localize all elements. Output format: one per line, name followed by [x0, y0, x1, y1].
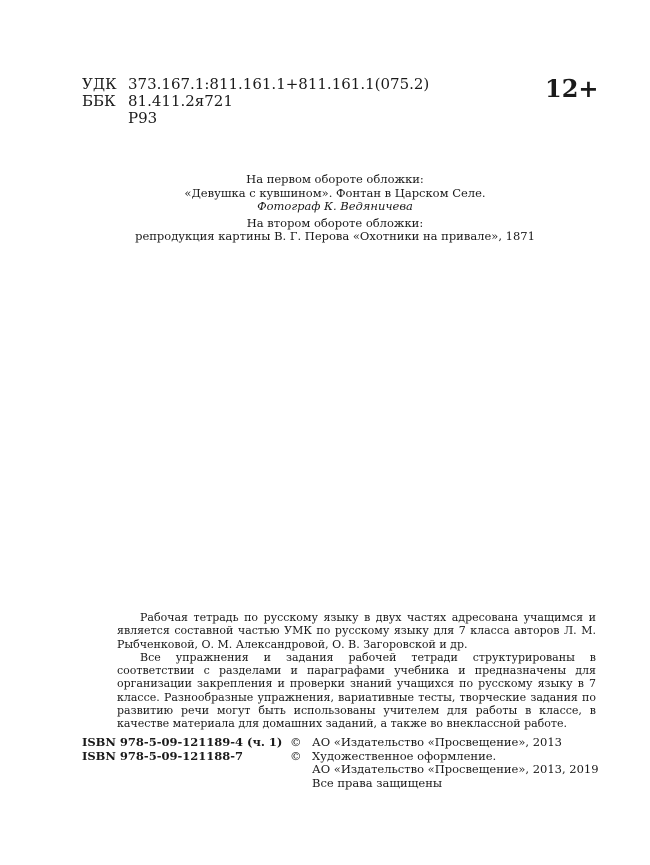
first-cover-heading: На первом обороте обложки: [246, 172, 424, 186]
copyright-text: АО «Издательство «Просвещение», 2013 [312, 735, 562, 749]
copyright-line [290, 763, 599, 777]
annotation-paragraph: Рабочая тетрадь по русскому языку в двух частях адресована учащимся и является составной частью УМК по русскому языку для 7 класса авторов Л. М. Рыбченковой, О. М. Александровой, О. В. Загоровской и др. [117, 611, 596, 651]
classification-codes [82, 76, 429, 127]
copyright-block [290, 736, 599, 790]
copyright-text: АО «Издательство «Просвещение», 2013, 2019 [312, 762, 599, 776]
cover-info [100, 173, 570, 244]
copyright-spacer [290, 777, 312, 791]
copyright-line [290, 750, 599, 764]
annotation-paragraph: Все упражнения и задания рабочей тетради структурированы в соответствии с разделами и параграфами учебника и предназначены для организации закрепления и проверки знаний учащихся по русскому языку в 7 классе. Разнообразные упражнения, вариативные тесты, творческие задания по развитию речи могут быть использованы учителем для работы в классе, в качестве материала для домашних заданий, а также во внеклассной работе. [117, 650, 596, 731]
udk-row [82, 76, 429, 93]
copyright-line [290, 777, 599, 791]
annotation [117, 611, 596, 731]
copyright-icon: © [290, 735, 302, 749]
isbn-block [82, 736, 282, 763]
copyright-spacer [290, 763, 312, 777]
isbn-set: ISBN 978-5-09-121188-7 [82, 748, 244, 763]
bbk-value: 81.411.2я721 [128, 92, 233, 110]
copyright-text: Художественное оформление. [312, 748, 497, 763]
isbn-part1: ISBN 978-5-09-121189-4 (ч. 1) [82, 735, 283, 749]
age-rating: 12+ [545, 74, 599, 103]
copyright-icon: © [290, 748, 302, 763]
rights-reserved: Все права защищены [312, 775, 443, 790]
udk-value: 373.167.1:811.161.1+811.161.1(075.2) [128, 75, 430, 93]
first-cover-description: «Девушка с кувшином». Фонтан в Царском Селе. [184, 185, 486, 200]
photo-credit: Фотограф К. Ведяничева [257, 199, 413, 213]
author-mark-row [82, 110, 429, 127]
author-mark-value: Р93 [128, 109, 158, 127]
second-cover-heading: На втором обороте обложки: [246, 215, 424, 230]
bbk-row [82, 93, 429, 110]
udk-label: УДК [82, 75, 117, 93]
bbk-label: ББК [82, 92, 116, 110]
second-cover-description: репродукция картины В. Г. Перова «Охотники на привале», 1871 [135, 229, 535, 243]
author-mark-label [82, 110, 128, 127]
copyright-line [290, 736, 599, 750]
